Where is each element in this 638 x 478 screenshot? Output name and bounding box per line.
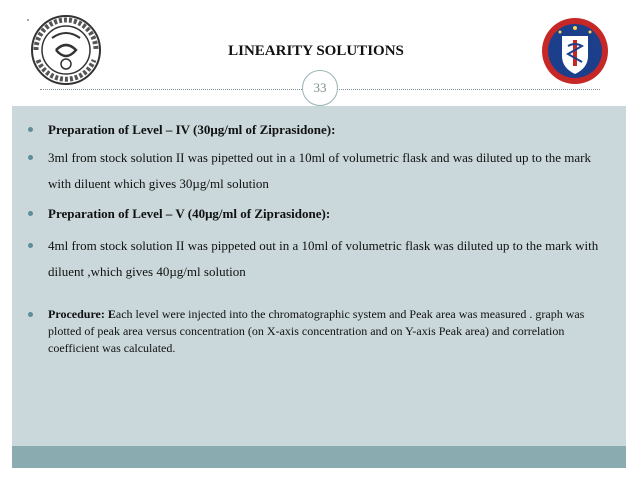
bullet-icon <box>28 211 33 216</box>
list-item-text <box>48 306 608 357</box>
list-item-text: Preparation of Level – V (40μg/ml of Ziprasidone): <box>48 206 331 221</box>
slide-title: LINEARITY SOLUTIONS <box>228 43 404 59</box>
bullet-icon <box>28 127 33 132</box>
bullet-icon <box>28 243 33 248</box>
page-number: 33 <box>302 70 338 106</box>
university-seal-icon <box>22 10 110 90</box>
bullet-icon <box>28 312 33 317</box>
list-item-text: Preparation of Level – IV (30μg/ml of Ziprasidone): <box>48 122 336 137</box>
medical-college-shield-icon <box>540 16 610 86</box>
bullet-icon <box>28 155 33 160</box>
procedure-label: Procedure: E <box>48 307 116 321</box>
list-item-text: 4ml from stock solution II was pippeted out in a 10ml of volumetric flask was diluted up to the mark with diluent ,which gives 40µg/ml solution <box>48 238 599 279</box>
footer-bar <box>12 446 626 468</box>
list-item-text: 3ml from stock solution II was pipetted out in a 10ml of volumetric flask and was diluted up to the mark with diluent which gives 30µg/ml solution <box>48 150 592 191</box>
left-margin <box>0 92 12 478</box>
procedure-text: ach level were injected into the chromatographic system and Peak area was measured . graph was plotted of peak area versus concentration (on X-axis concentration and on Y-axis Peak area) and correlation coefficient was calculated. <box>48 307 585 355</box>
